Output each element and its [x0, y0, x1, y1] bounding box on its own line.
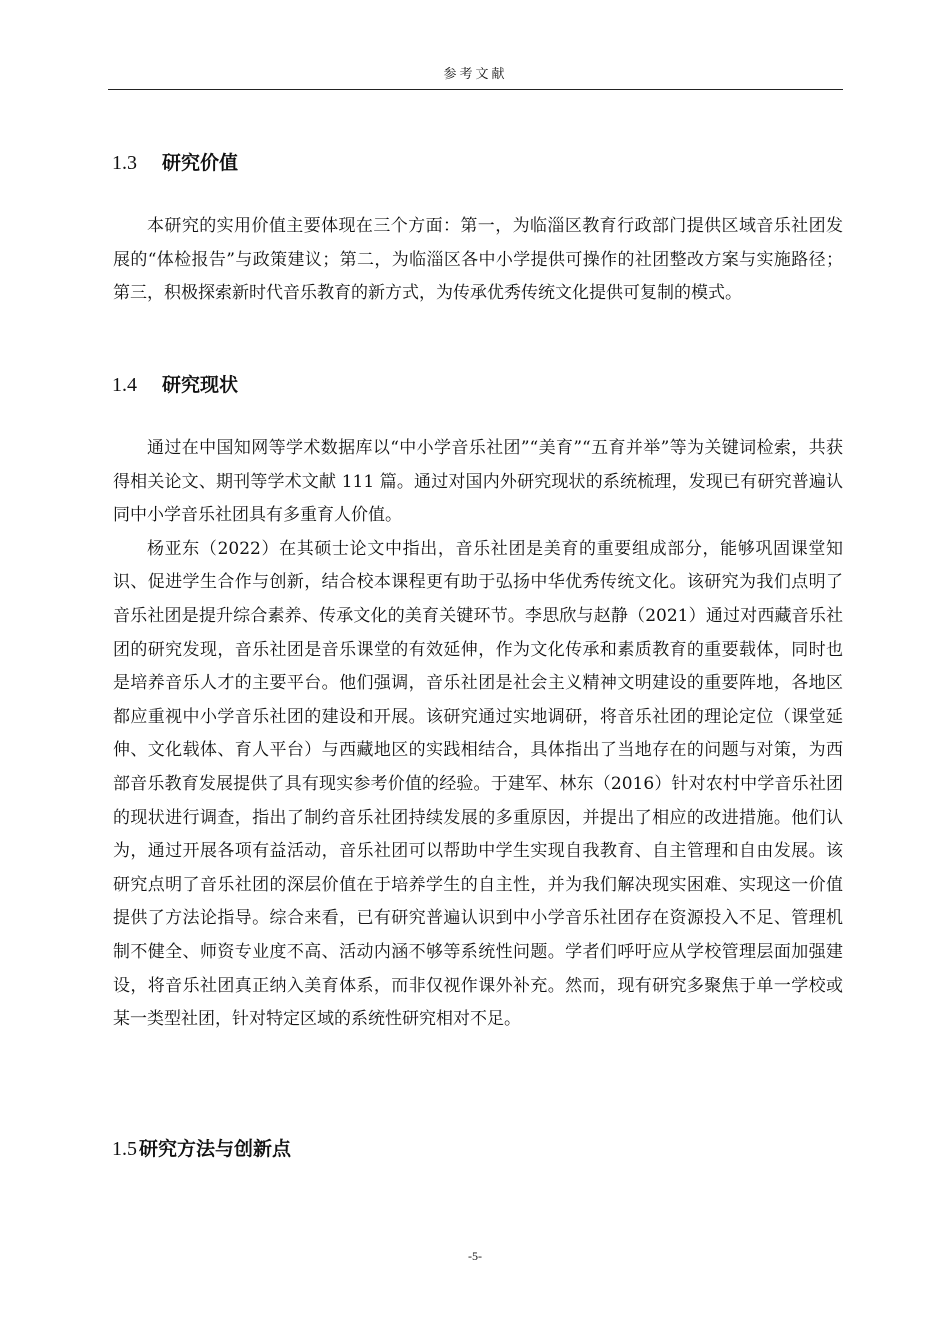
- header-rule: [108, 89, 843, 90]
- section-number: 1.5: [112, 1138, 137, 1160]
- page-number: -5-: [468, 1249, 482, 1263]
- section-number: 1.3: [112, 152, 137, 174]
- section-heading-1-4: [112, 372, 238, 398]
- body-paragraph: 杨亚东（2022）在其硕士论文中指出，音乐社团是美育的重要组成部分，能够巩固课堂知识、促进学生合作与创新，结合校本课程更有助于弘扬中华优秀传统文化。该研究为我们点明了音乐社团是提升综合素养、传承文化的美育关键环节。李思欣与赵静（2021）通过对西藏音乐社团的研究发现，音乐社团是音乐课堂的有效延伸，作为文化传承和素质教育的重要载体，同时也是培养音乐人才的主要平台。他们强调，音乐社团是社会主义精神文明建设的重要阵地，各地区都应重视中小学音乐社团的建设和开展。该研究通过实地调研，将音乐社团的理论定位（课堂延伸、文化载体、育人平台）与西藏地区的实践相结合，具体指出了当地存在的问题与对策，为西部音乐教育发展提供了具有现实参考价值的经验。于建军、林东（2016）针对农村中学音乐社团的现状进行调查，指出了制约音乐社团持续发展的多重原因，并提出了相应的改进措施。他们认为，通过开展各项有益活动，音乐社团可以帮助中学生实现自我教育、自主管理和自由发展。该研究点明了音乐社团的深层价值在于培养学生的自主性，并为我们解决现实困难、实现这一价值提供了方法论指导。综合来看，已有研究普遍认识到中小学音乐社团存在资源投入不足、管理机制不健全、师资专业度不高、活动内涵不够等系统性问题。学者们呼吁应从学校管理层面加强建设，将音乐社团真正纳入美育体系，而非仅视作课外补充。然而，现有研究多聚焦于单一学校或某一类型社团，针对特定区域的系统性研究相对不足。: [113, 538, 843, 1030]
- body-paragraph: 本研究的实用价值主要体现在三个方面：第一，为临淄区教育行政部门提供区域音乐社团发展的“体检报告”与政策建议；第二，为临淄区各中小学提供可操作的社团整改方案与实施路径；第三，积极探索新时代音乐教育的新方式，为传承优秀传统文化提供可复制的模式。: [113, 216, 843, 303]
- body-paragraph: 通过在中国知网等学术数据库以“中小学音乐社团”“美育”“五育并举”等为关键词检索，共获得相关论文、期刊等学术文献 111 篇。通过对国内外研究现状的系统梳理，发现已有研究普遍认同中小学音乐社团具有多重育人价值。: [113, 438, 843, 526]
- section-body-1-4: [113, 432, 843, 1037]
- section-title: 研究价值: [162, 152, 239, 174]
- running-header: 参考文献: [443, 67, 508, 82]
- section-title: 研究方法与创新点: [139, 1138, 292, 1160]
- section-heading-1-5: [112, 1136, 291, 1162]
- section-heading-1-3: [112, 150, 238, 176]
- section-title: 研究现状: [162, 374, 239, 396]
- section-body-1-3: [113, 210, 843, 311]
- section-number: 1.4: [112, 374, 137, 396]
